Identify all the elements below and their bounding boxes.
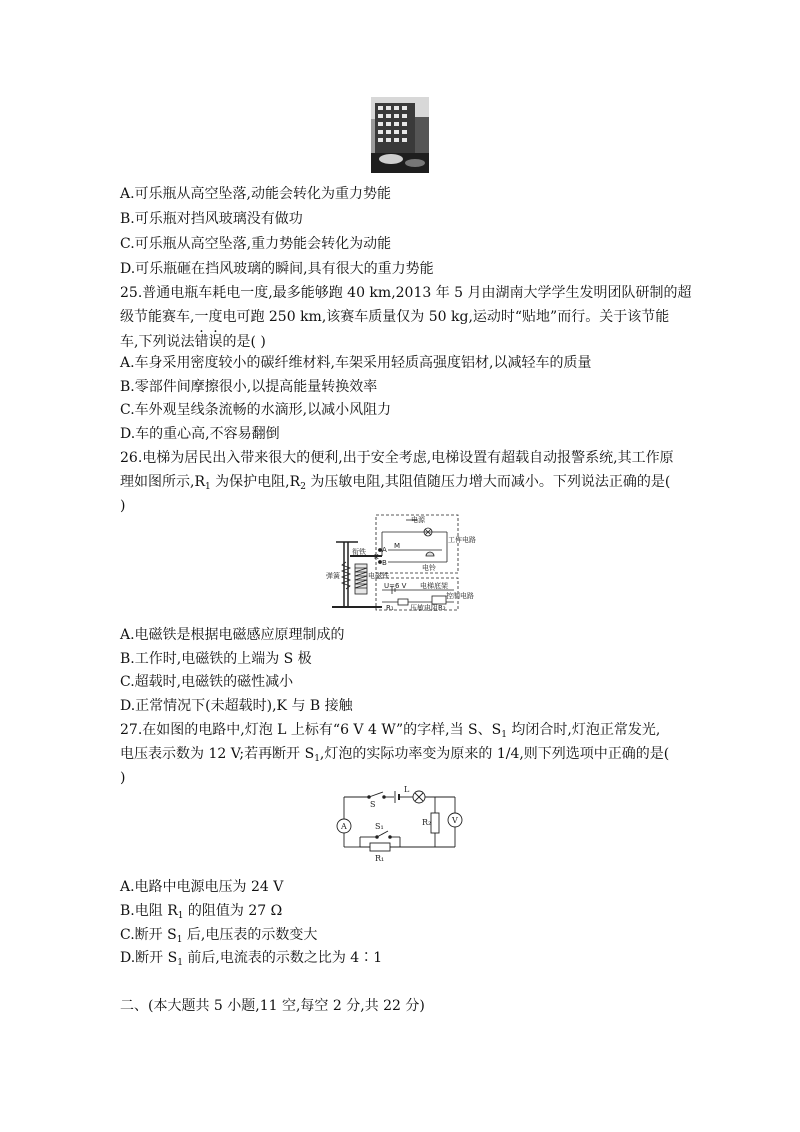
q25-stem-line2: 级节能赛车,一度电可跑 250 km,该赛车质量仅为 50 kg,运动时“贴地”而行。关于该节能 xyxy=(120,309,670,325)
building-photo xyxy=(371,97,429,173)
lamp-circuit xyxy=(330,783,465,863)
q26-option-a: A.电磁铁是根据电磁感应原理制成的 xyxy=(120,627,345,643)
q26-option-c: C.超载时,电磁铁的磁性减小 xyxy=(120,674,294,690)
emphasis-char: 误 xyxy=(208,334,223,350)
q25-option-a: A.车身采用密度较小的碳纤维材料,车架采用轻质高强度铝材,以减轻车的质量 xyxy=(120,355,592,371)
q24-option-b: B.可乐瓶对挡风玻璃没有做功 xyxy=(120,211,303,227)
q27-stem-line1: 27.在如图的电路中,灯泡 L 上标有“6 V 4 W”的字样,当 S、$S_1$ 均闭合时,灯泡正常发光, xyxy=(120,722,661,740)
section-two-header: 二、(本大题共 5 小题,11 空,每空 2 分,共 22 分) xyxy=(120,998,425,1014)
q27-stem-line3: ) xyxy=(120,770,126,786)
label-voltmeter: V xyxy=(452,816,458,825)
label-bell: 电铃 xyxy=(422,564,436,572)
q25-option-c: C.车外观呈线条流畅的水滴形,以减小风阻力 xyxy=(120,402,392,418)
q26-stem-line1: 26.电梯为居民出入带来很大的便利,出于安全考虑,电梯设置有超载自动报警系统,其工作原 xyxy=(120,450,674,466)
q25-stem-line3: 车,下列说法错误的是( ) xyxy=(120,334,266,350)
label-a: A xyxy=(382,546,387,554)
q27-option-c: C.断开 $S_1$ 后,电压表的示数变大 xyxy=(120,927,318,945)
label-r1: R₁ xyxy=(375,854,385,863)
elevator-alarm-circuit xyxy=(322,512,476,614)
label-control-circuit: 控制电路 xyxy=(446,592,474,600)
q25-option-d: D.车的重心高,不容易翻倒 xyxy=(120,426,280,442)
q26-option-b: B.工作时,电磁铁的上端为 S 极 xyxy=(120,651,312,667)
q25-option-b: B.零部件间摩擦很小,以提高能量转换效率 xyxy=(120,379,378,395)
label-electromagnet: 电磁铁 xyxy=(368,572,389,580)
q26-option-d: D.正常情况下(未超载时),K 与 B 接触 xyxy=(120,698,353,714)
label-work-circuit: 工作电路 xyxy=(448,536,476,544)
label-s: S xyxy=(370,800,376,809)
label-m: M xyxy=(394,542,401,550)
q25-stem-line1: 25.普通电瓶车耗电一度,最多能够跑 40 km,2013 年 5 月由湖南大学学生发明团队研制的超 xyxy=(120,285,692,301)
q26-stem-line2: 理如图所示$,R_1$ 为保护电阻$,R_2$ 为压敏电阻,其阻值随压力增大而减小。下列说法正确的是( xyxy=(120,474,671,492)
label-l: L xyxy=(404,785,410,794)
label-spring: 弹簧 xyxy=(326,572,340,580)
q24-option-c: C.可乐瓶从高空坠落,重力势能会转化为动能 xyxy=(120,236,392,252)
label-elevator-base: 电梯底架 xyxy=(420,582,448,590)
label-armature: 衔铁 xyxy=(352,548,366,556)
q27-option-b: B.电阻 $R_1$ 的阻值为 27 Ω xyxy=(120,903,283,921)
label-b: B xyxy=(382,559,387,567)
q27-option-a: A.电路中电源电压为 24 V xyxy=(120,879,284,895)
label-k: K xyxy=(374,553,379,561)
q24-option-a: A.可乐瓶从高空坠落,动能会转化为重力势能 xyxy=(120,186,392,202)
label-r2: R₂ xyxy=(422,818,432,827)
label-r2: 压敏电阻R₂ xyxy=(410,604,446,612)
label-r1: R₁ xyxy=(386,604,394,612)
label-s1: S₁ xyxy=(375,822,384,831)
q24-option-d: D.可乐瓶砸在挡风玻璃的瞬间,具有很大的重力势能 xyxy=(120,261,434,277)
label-power: 电源 xyxy=(411,516,425,524)
q27-option-d: D.断开 $S_1$ 前后,电流表的示数之比为 4∶1 xyxy=(120,950,383,968)
q27-stem-line2: 电压表示数为 12 V;若再断开 $S_1$,灯泡的实际功率变为原来的 1/4,则下列选项中正确的是( xyxy=(120,746,670,764)
label-voltage: U=6 V xyxy=(384,582,407,590)
label-ammeter: A xyxy=(341,822,347,831)
emphasis-char: 错 xyxy=(194,334,209,350)
q26-stem-line3: ) xyxy=(120,498,126,514)
